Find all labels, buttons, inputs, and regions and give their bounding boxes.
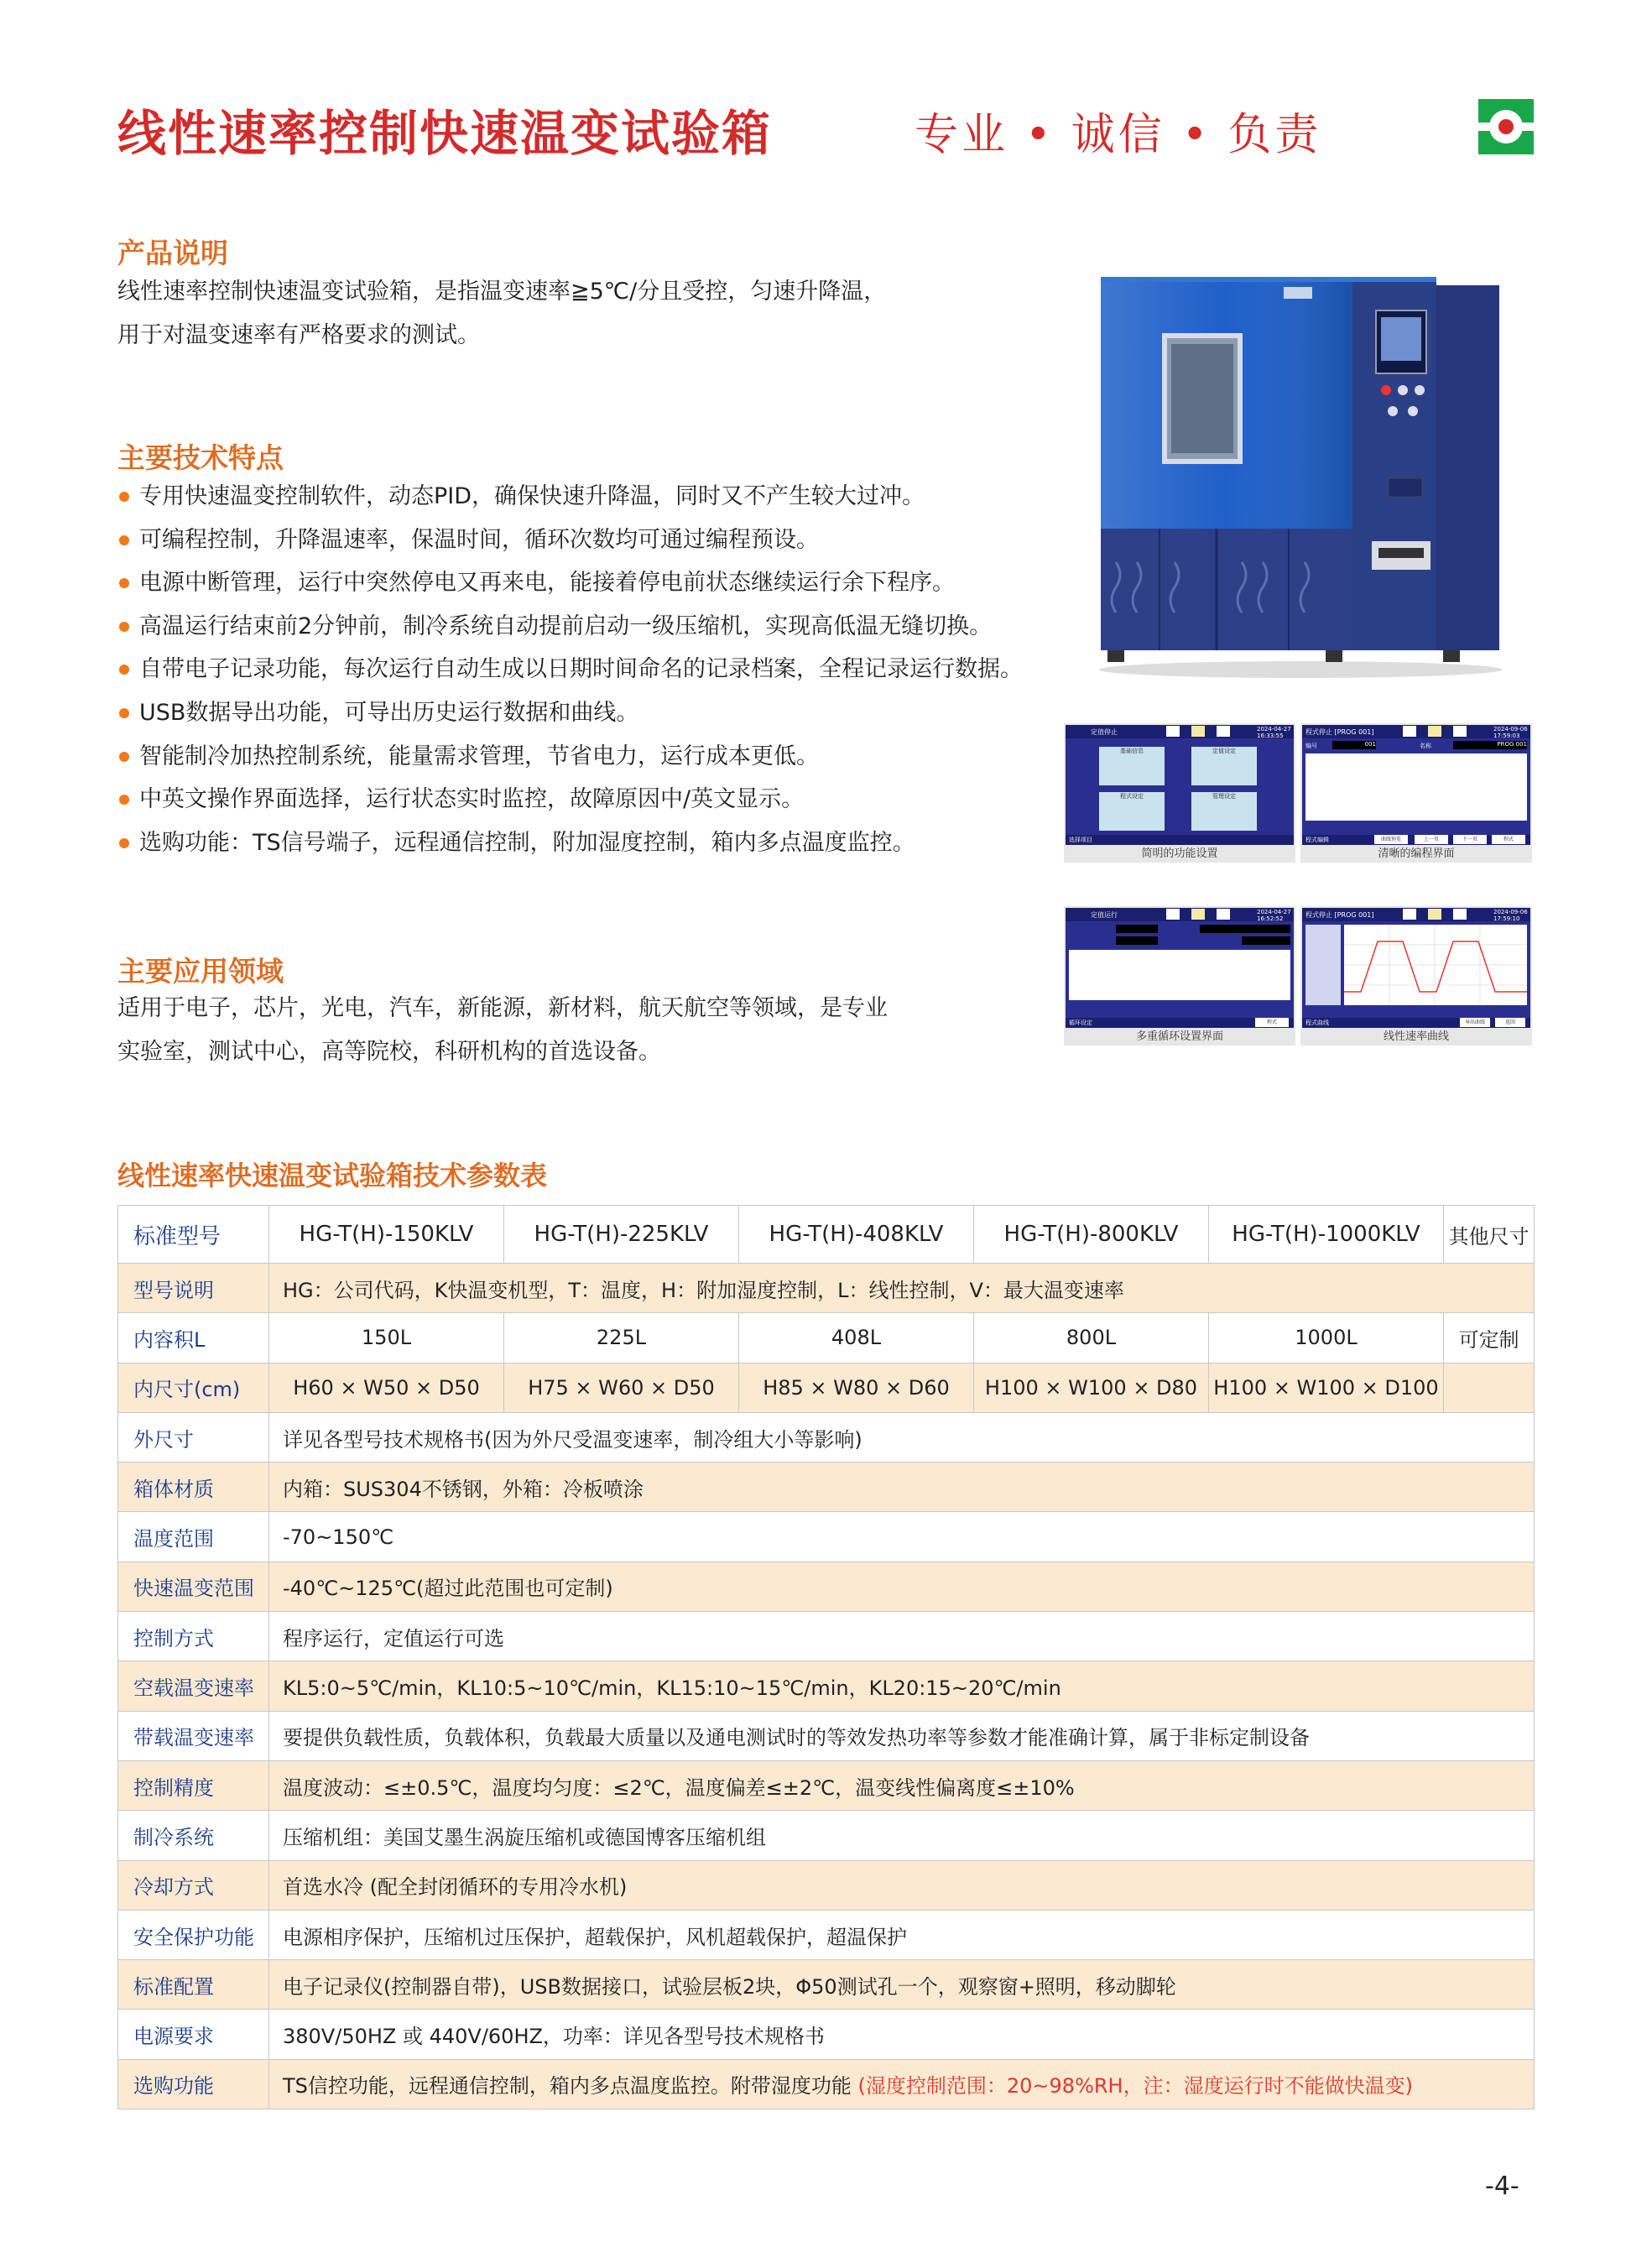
row-label: 制冷系统: [118, 1811, 269, 1860]
row-label: 安全保护功能: [118, 1910, 269, 1959]
table-row: [118, 2010, 1535, 2059]
row-value: 电子记录仪(控制器自带)，USB数据接口，试验层板2块，Φ50测试孔一个，观察窗+照明，移动脚轮: [269, 1960, 1535, 2010]
table-row: [118, 1313, 1535, 1363]
feature-item: 选购功能：TS信号端子，远程通信控制，附加湿度控制，箱内多点温度监控。: [117, 821, 1023, 865]
row-label: 控制精度: [118, 1760, 269, 1810]
row-label: 温度范围: [118, 1512, 269, 1562]
inner-size-other-cell: [1444, 1363, 1535, 1412]
inner-size-cell: H100 × W100 × D80: [974, 1363, 1209, 1412]
feature-item: 电源中断管理，运行中突然停电又再来电，能接着停电前状态继续运行余下程序。: [117, 561, 1023, 605]
row-label: 标准配置: [118, 1960, 269, 2010]
row-value: 程序运行，定值运行可选: [269, 1612, 1535, 1661]
spec-table: [117, 1205, 1535, 2109]
tile-management: 管理设定: [1191, 792, 1257, 831]
features-list: [117, 475, 1023, 864]
settings-icon: [1217, 909, 1230, 920]
screen-programming: 程式停止 [PROG 001] 2024-09-06 17:59:03 编号 001 名称 PROG 001 程式编辑 曲线预览 上一页 下一页 程式 清晰的编程界面: [1300, 723, 1532, 863]
slogan-dot: •: [1025, 110, 1055, 160]
row-value: HG：公司代码，K快温变机型，T：温度，H：附加湿度控制，L：线性控制，V：最大温变速率: [269, 1264, 1535, 1313]
row-value: [269, 2059, 1535, 2109]
slogan-word-3: 负责: [1227, 110, 1322, 160]
table-row: [118, 1960, 1535, 2010]
volume-cell: 1000L: [1209, 1313, 1444, 1363]
table-row: [118, 1661, 1535, 1711]
inner-size-cell: H100 × W100 × D100: [1209, 1363, 1444, 1412]
model-cell: HG-T(H)-150KLV: [269, 1206, 504, 1264]
row-value: 温度波动：≤±0.5℃，温度均匀度：≤2℃，温度偏差≤±2℃，温变线性偏离度≤±10%: [269, 1760, 1535, 1810]
row-label: 外尺寸: [118, 1412, 269, 1462]
product-description: [117, 270, 886, 357]
screen-cycle-settings: 定值运行 2024-04-27 16:52:52 循环设定 程式 多重循环设置界面: [1064, 906, 1295, 1045]
model-cell: HG-T(H)-408KLV: [739, 1206, 974, 1264]
tile-basic-info: 基础信息: [1099, 747, 1165, 785]
filter-icon: [1166, 909, 1180, 920]
row-label: 内尺寸(cm): [118, 1363, 269, 1412]
table-row: [118, 1760, 1535, 1810]
model-other-cell: 其他尺寸: [1444, 1206, 1535, 1264]
linear-rate-curve-plot: [1344, 925, 1527, 1005]
volume-cell: 800L: [974, 1313, 1209, 1363]
row-label: 冷却方式: [118, 1860, 269, 1910]
row-value: 380V/50HZ 或 440V/60HZ，功率：详见各型号技术规格书: [269, 2010, 1535, 2059]
alarm-icon: [1191, 726, 1205, 737]
settings-icon: [1453, 726, 1467, 737]
table-row: [118, 1463, 1535, 1512]
volume-cell: 150L: [269, 1313, 504, 1363]
volume-cell: 408L: [739, 1313, 974, 1363]
row-label: 空载温变速率: [118, 1661, 269, 1711]
row-value: 压缩机组：美国艾墨生涡旋压缩机或德国博客压缩机组: [269, 1811, 1535, 1860]
spec-table-wrap: [117, 1205, 1534, 2109]
screen-caption: 清晰的编程界面: [1378, 847, 1455, 860]
feature-item: 高温运行结束前2分钟前，制冷系统自动提前启动一级压缩机，实现高低温无缝切换。: [117, 605, 1023, 649]
feature-item: 中英文操作界面选择，运行状态实时监控，故障原因中/英文显示。: [117, 778, 1023, 821]
inner-size-cell: H85 × W80 × D60: [739, 1363, 974, 1412]
row-value: -40℃~125℃(超过此范围也可定制): [269, 1562, 1535, 1611]
table-row: [118, 1612, 1535, 1661]
cycle-table: [1069, 950, 1290, 1000]
screen-caption: 简明的功能设置: [1141, 847, 1218, 860]
table-row: [118, 1512, 1535, 1562]
row-label: 型号说明: [118, 1264, 269, 1313]
options-note: (湿度控制范围：20~98%RH，注：湿度运行时不能做快温变): [857, 2074, 1413, 2099]
row-value: 内箱：SUS304不锈钢，外箱：冷板喷涂: [269, 1463, 1535, 1512]
application-description: [117, 987, 888, 1074]
application-heading: 主要应用领域: [117, 955, 284, 988]
table-row: [118, 1860, 1535, 1910]
screen-caption: 线性速率曲线: [1383, 1030, 1449, 1043]
slogan-word-2: 诚信: [1071, 110, 1165, 160]
row-value: 首选水冷 (配全封闭循环的专用冷水机): [269, 1860, 1535, 1910]
volume-other-cell: 可定制: [1444, 1313, 1535, 1363]
table-row: [118, 2059, 1535, 2109]
page-title: 线性速率控制快速温变试验箱: [117, 105, 773, 162]
feature-item: 自带电子记录功能，每次运行自动生成以日期时间命名的记录档案，全程记录运行数据。: [117, 648, 1023, 691]
table-row: [118, 1562, 1535, 1611]
page-number: -4-: [1485, 2172, 1519, 2201]
feature-item: 可编程控制，升降温速率，保温时间，循环次数均可通过编程预设。: [117, 519, 1023, 562]
row-value: 详见各型号技术规格书(因为外尺受温变速率，制冷组大小等影响): [269, 1412, 1535, 1462]
slogan-dot: •: [1181, 110, 1212, 160]
filter-icon: [1403, 726, 1416, 737]
model-cell: HG-T(H)-1000KLV: [1209, 1206, 1444, 1264]
slogan: [915, 99, 1321, 162]
row-label: 电源要求: [118, 2010, 269, 2059]
row-label: 控制方式: [118, 1612, 269, 1661]
table-row: [118, 1412, 1535, 1462]
features-heading: 主要技术特点: [117, 441, 284, 474]
feature-item: 智能制冷加热控制系统，能量需求管理，节省电力，运行成本更低。: [117, 735, 1023, 779]
table-row: [118, 1711, 1535, 1760]
screen-function-settings: 定值停止 2024-04-27 16:33:55 基础信息 定值设定 程式设定 管理设定 选择项目 简明的功能设置: [1064, 723, 1295, 863]
settings-icon: [1453, 909, 1467, 920]
alarm-icon: [1428, 726, 1441, 737]
row-value: 电源相序保护，压缩机过压保护，超载保护，风机超载保护，超温保护: [269, 1910, 1535, 1959]
program-table: [1305, 753, 1527, 821]
row-label: 选购功能: [118, 2059, 269, 2109]
row-value: KL5:0~5℃/min，KL10:5~10℃/min，KL15:10~15℃/min，KL20:15~20℃/min: [269, 1661, 1535, 1711]
application-line: 实验室，测试中心，高等院校，科研机构的首选设备。: [117, 1039, 661, 1065]
row-value: -70~150℃: [269, 1512, 1535, 1562]
settings-icon: [1217, 726, 1230, 737]
slogan-word-1: 专业: [915, 110, 1009, 160]
inner-size-cell: H60 × W50 × D50: [269, 1363, 504, 1412]
screen-linear-curve: 程式停止 [PROG 001] 2024-09-06 17:59:10 程式曲线 导出曲线 返回 线性速率曲线: [1300, 906, 1532, 1045]
row-value: 要提供负载性质，负载体积，负载最大质量以及通电测试时的等效发热功率等参数才能准确计算，属于非标定制设备: [269, 1711, 1535, 1760]
alarm-icon: [1191, 909, 1205, 920]
product-line: 线性速率控制快速温变试验箱，是指温变速率≧5℃/分且受控，匀速升降温，: [117, 279, 887, 305]
inner-size-cell: H75 × W60 × D50: [504, 1363, 739, 1412]
tile-fixed-value: 定值设定: [1191, 747, 1257, 785]
model-cell: HG-T(H)-225KLV: [504, 1206, 739, 1264]
table-row: [118, 1264, 1535, 1313]
table-row: [118, 1910, 1535, 1959]
feature-item: 专用快速温变控制软件，动态PID，确保快速升降温，同时又不产生较大过冲。: [117, 475, 1023, 519]
screen-caption: 多重循环设置界面: [1135, 1030, 1223, 1043]
brand-logo: [1478, 99, 1534, 154]
test-chamber-image: [1091, 269, 1510, 680]
volume-cell: 225L: [504, 1313, 739, 1363]
application-line: 适用于电子，芯片，光电，汽车，新能源，新材料，航天航空等领域，是专业: [117, 995, 888, 1021]
row-label: 快速温变范围: [118, 1562, 269, 1611]
tile-program: 程式设定: [1099, 792, 1165, 831]
table-row: [118, 1811, 1535, 1860]
product-heading: 产品说明: [117, 237, 228, 269]
product-line: 用于对温变速率有严格要求的测试。: [117, 322, 480, 348]
filter-icon: [1403, 909, 1416, 920]
row-label: 内容积L: [118, 1313, 269, 1363]
row-label: 箱体材质: [118, 1463, 269, 1512]
feature-item: USB数据导出功能，可导出历史运行数据和曲线。: [117, 691, 1023, 735]
row-label: 标准型号: [118, 1206, 269, 1264]
filter-icon: [1166, 726, 1180, 737]
options-text: TS信控功能，远程通信控制，箱内多点温度监控。附带湿度功能: [283, 2074, 858, 2099]
spec-heading: 线性速率快速温变试验箱技术参数表: [117, 1160, 548, 1191]
table-row: [118, 1363, 1535, 1412]
model-cell: HG-T(H)-800KLV: [974, 1206, 1209, 1264]
row-label: 带载温变速率: [118, 1711, 269, 1760]
alarm-icon: [1428, 909, 1441, 920]
table-row: [118, 1206, 1535, 1264]
